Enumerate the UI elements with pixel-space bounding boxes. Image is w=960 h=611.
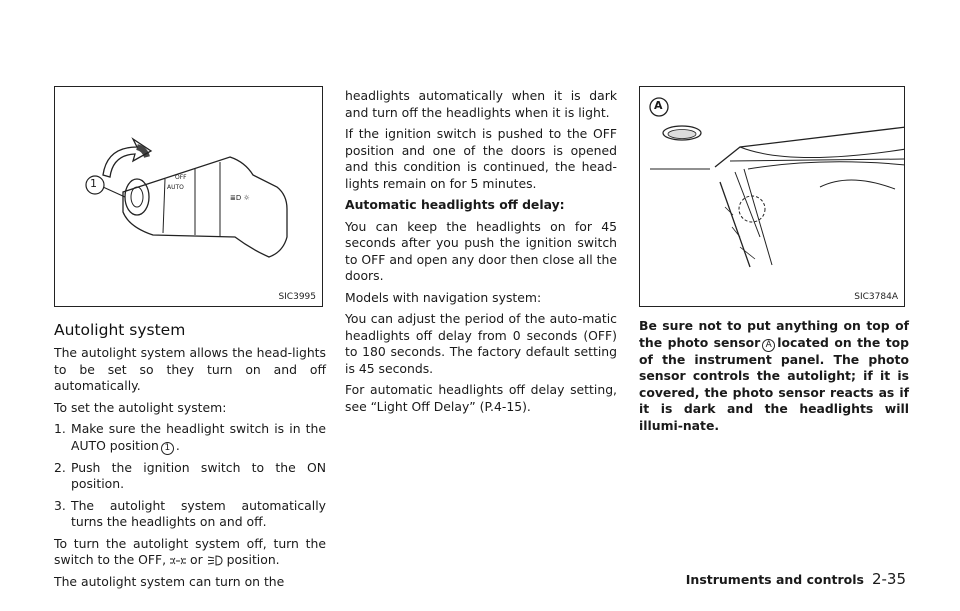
headlight-switch-illustration xyxy=(55,87,323,307)
paragraph: Models with navigation system: xyxy=(345,289,542,305)
paragraph: To set the autolight system: xyxy=(54,399,227,415)
list-item: 2. Push the ignition switch to the ON position. xyxy=(54,459,326,491)
figure-code: SIC3784A xyxy=(854,292,898,302)
figure-callout-1: 1 xyxy=(90,177,97,190)
list-item: 3. The autolight system automatically turns the headlights on and off. xyxy=(54,497,326,529)
subheading: Automatic headlights off delay: xyxy=(345,197,565,212)
svg-text:AUTO: AUTO xyxy=(167,184,184,191)
paragraph: The autolight system can turn on the xyxy=(54,573,285,589)
paragraph: You can adjust the period of the auto-matic headlights off delay from 0 seconds (OFF) to 180 seconds. The factory default setting is 45 seconds. xyxy=(345,311,617,376)
paragraph: For automatic headlights off delay setting, see “Light Off Delay” (P.4-15). xyxy=(345,382,617,414)
paragraph: If the ignition switch is pushed to the OFF position and one of the doors is opened and this condition is continued, the head-lights remain on for 5 minutes. xyxy=(345,126,617,191)
warning-paragraph: Be sure not to put anything on top of the photo sensor A located on the top of the instrument panel. The photo sensor controls the autolight; if it is covered, the photo sensor reacts as if it is dark and the headlights will illumi-nate. xyxy=(639,318,909,433)
paragraph: The autolight system allows the head-lights to be set so they turn on and off automatically. xyxy=(54,345,326,393)
paragraph: To turn the autolight system off, turn the switch to the OFF, or position. xyxy=(54,535,326,567)
paragraph: You can keep the headlights on for 45 seconds after you push the ignition switch to OFF and open any door then close all the doors. xyxy=(345,218,617,283)
text-column-2 xyxy=(345,88,617,420)
footer-section: Instruments and controls xyxy=(685,572,864,587)
text-column-3 xyxy=(639,318,909,439)
page-number: 2-35 xyxy=(871,570,906,588)
text-column-1 xyxy=(54,318,326,595)
callout-a-icon: A xyxy=(762,339,775,352)
headlight-icon xyxy=(207,555,223,566)
steps-list xyxy=(54,421,326,531)
section-heading: Autolight system xyxy=(54,321,186,339)
figure-photo-sensor xyxy=(639,86,905,307)
position-lamp-icon xyxy=(170,556,186,566)
figure-headlight-switch xyxy=(54,86,323,307)
photo-sensor-illustration xyxy=(640,87,905,307)
list-item: 1. Make sure the headlight switch is in the AUTO position 1 . xyxy=(54,421,326,453)
callout-1-icon: 1 xyxy=(161,442,174,455)
page-footer xyxy=(686,570,906,588)
figure-code: SIC3995 xyxy=(278,292,316,302)
paragraph: headlights automatically when it is dark and turn off the headlights when it is light. xyxy=(345,88,617,120)
svg-text:≣D ☼: ≣D ☼ xyxy=(230,194,250,202)
svg-text:OFF: OFF xyxy=(175,174,187,181)
figure-callout-a: A xyxy=(654,99,663,112)
